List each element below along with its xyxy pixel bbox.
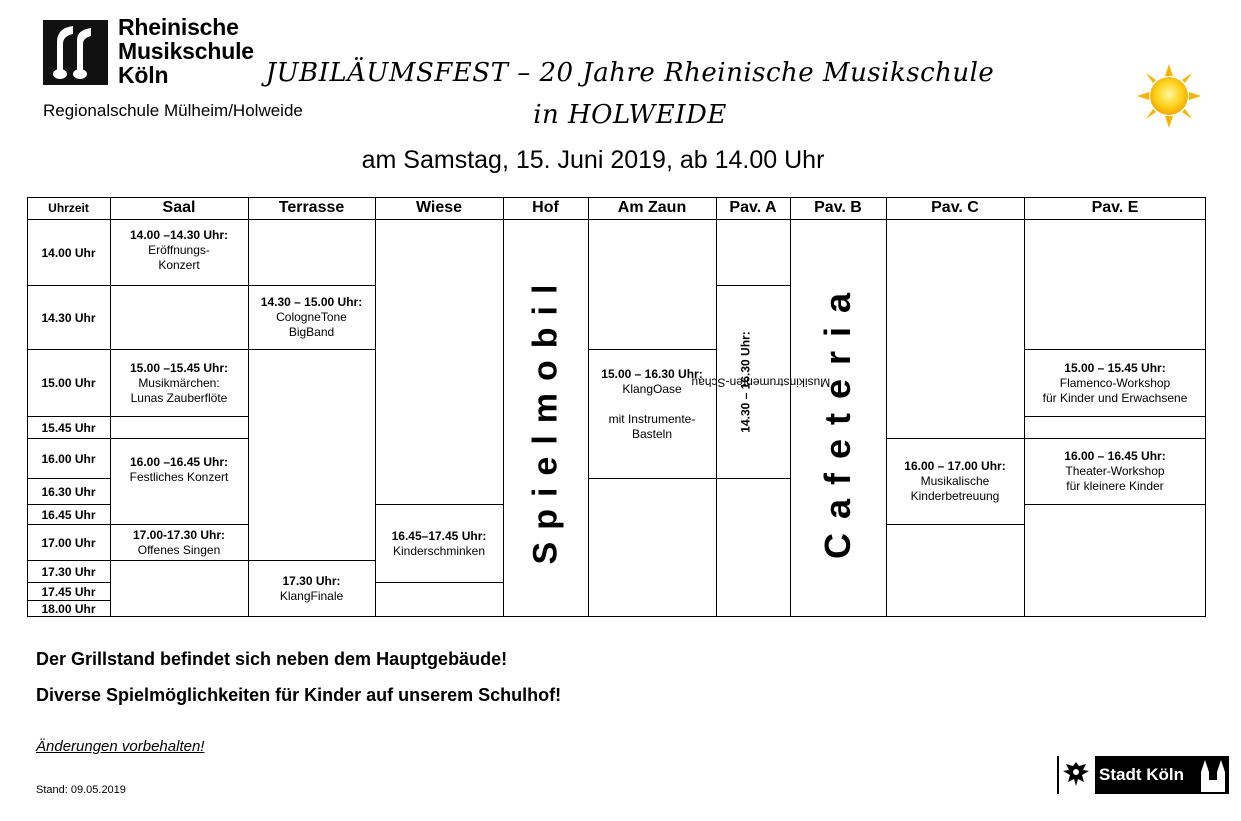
time-label: 16.30 Uhr: [41, 484, 96, 499]
event-time: 16.45–17.45 Uhr:: [391, 528, 487, 543]
event-text: mit Instrumente-: [608, 411, 696, 426]
event-pavc-betreuung: [886, 439, 1024, 524]
cell-line: [1024, 416, 1206, 417]
time-label: 14.30 Uhr: [41, 310, 96, 325]
cell-line: [110, 416, 248, 417]
cell-line: [375, 582, 503, 583]
event-text: Musikalische: [920, 474, 990, 488]
col-header-saal: Saal: [162, 199, 196, 216]
event-time: 14.00 –14.30 Uhr:: [129, 228, 229, 242]
cell-line: [248, 349, 375, 350]
event-saal-maerchen: [110, 350, 248, 416]
col-header-pav-b: Pav. B: [814, 199, 862, 216]
time-label: 17.00 Uhr: [41, 535, 96, 550]
event-time: 16.00 –16.45 Uhr:: [129, 455, 229, 469]
logo-text-line-1: Rheinische: [118, 14, 239, 40]
event-saal-opening: [110, 220, 248, 282]
event-text: Basteln: [631, 426, 673, 441]
pavb-cafeteria: [790, 220, 886, 617]
time-label: 17.30 Uhr: [41, 564, 96, 579]
changes-note: Änderungen vorbehalten!: [36, 738, 205, 755]
event-time: 16.00 – 16.45 Uhr:: [1064, 449, 1166, 463]
event-time: 15.00 – 15.45 Uhr:: [1064, 360, 1166, 375]
event-pave-theater: [1024, 439, 1206, 504]
col-header-pav-a: Pav. A: [729, 199, 777, 216]
spielmobil-label: Spielmobil: [526, 272, 565, 565]
time-label: 16.45 Uhr: [41, 507, 96, 522]
col-header-hof: Hof: [532, 199, 559, 216]
event-text: CologneTone: [276, 310, 347, 324]
stand-date: Stand: 09.05.2019: [36, 784, 126, 796]
time-label: 18.00 Uhr: [41, 602, 96, 616]
event-date: am Samstag, 15. Juni 2019, ab 14.00 Uhr: [361, 146, 825, 174]
time-label: 17.45 Uhr: [41, 584, 96, 599]
event-text: für kleinere Kinder: [1066, 479, 1164, 493]
cell-line: [110, 560, 248, 561]
region-subtitle: Regionalschule Mülheim/Holweide: [43, 101, 303, 120]
col-header-am-zaun: Am Zaun: [617, 199, 687, 216]
schedule-table: [27, 197, 1206, 617]
event-text: Theater-Workshop: [1065, 464, 1165, 478]
stadt-koeln-logo: [1055, 756, 1229, 794]
event-text: KlangFinale: [279, 589, 344, 603]
event-text: Offenes Singen: [137, 542, 221, 557]
time-label: 14.00 Uhr: [41, 245, 96, 260]
event-zaun-klangoase: [588, 350, 716, 478]
col-header-pav-c: Pav. C: [931, 199, 979, 216]
time-label: 15.45 Uhr: [41, 420, 96, 435]
event-time: 15.00 –15.45 Uhr:: [129, 360, 229, 375]
time-label: 16.00 Uhr: [41, 451, 96, 466]
col-divider: [886, 197, 887, 617]
play-note: Diverse Spielmöglichkeiten für Kinder auf unserem Schulhof!: [36, 685, 562, 705]
col-divider: [248, 197, 249, 617]
event-text: für Kinder und Erwachsene: [1042, 390, 1188, 405]
col-header-time: Uhrzeit: [48, 201, 89, 215]
cell-line: [1024, 504, 1206, 505]
event-terrasse-finale: [248, 561, 375, 617]
page-title-line-2: in HOLWEIDE: [533, 100, 727, 130]
event-text: Eröffnungs-: [148, 243, 210, 257]
event-pava-instrumente: [691, 286, 830, 478]
event-time: 15.00 – 16.30 Uhr:: [601, 366, 703, 381]
event-time: 17.00-17.30 Uhr:: [132, 527, 226, 542]
grill-note: Der Grillstand befindet sich neben dem Hauptgebäude!: [36, 649, 508, 669]
event-text: Musikinstrumenten-Schau: [691, 375, 830, 390]
event-time: 16.00 – 17.00 Uhr:: [904, 459, 1006, 473]
event-wiese-schminken: [375, 505, 503, 582]
pava-vertical-text: [691, 313, 830, 452]
hof-spielmobil: [503, 220, 588, 617]
cell-line: [110, 285, 248, 286]
event-text: Musikmärchen:: [138, 375, 220, 390]
stadt-koeln-text: Stadt Köln: [1099, 765, 1184, 784]
event-time: 17.30 Uhr:: [282, 574, 341, 588]
cathedral-icon: [1199, 758, 1227, 792]
event-saal-singing: [110, 525, 248, 560]
sun-icon: [1137, 64, 1201, 128]
logo-text-line-3: Köln: [118, 62, 169, 88]
event-text: Lunas Zauberflöte: [130, 390, 228, 405]
event-time: 14.30 – 15.00 Uhr:: [260, 295, 363, 309]
event-text: Kinderbetreuung: [910, 489, 1000, 503]
event-saal-concert: [110, 439, 248, 504]
event-text: Festliches Konzert: [129, 470, 229, 484]
cell-line: [588, 478, 716, 479]
page-title-line-1: JUBILÄUMSFEST – 20 Jahre Rheinische Musikschule: [265, 58, 995, 88]
event-text: BigBand: [288, 325, 335, 339]
cell-line: [716, 478, 790, 479]
event-text: Konzert: [158, 258, 200, 272]
col-header-wiese: Wiese: [415, 199, 463, 216]
cafeteria-label: Cafeteria: [817, 278, 859, 559]
col-header-pav-e: Pav. E: [1091, 199, 1139, 216]
logo-text-line-2: Musikschule: [118, 38, 254, 64]
cell-line: [886, 524, 1024, 525]
eagle-crest-icon: [1055, 756, 1095, 794]
event-text: Kinderschminken: [392, 543, 486, 558]
event-text: KlangOase: [622, 381, 682, 396]
time-label: 15.00 Uhr: [41, 376, 96, 390]
col-header-terrasse: Terrasse: [278, 199, 345, 216]
event-time: 14.30 – 16.30 Uhr:: [738, 331, 753, 433]
event-text: Flamenco-Workshop: [1059, 375, 1171, 390]
event-pave-flamenco: [1024, 350, 1206, 416]
event-terrasse-bigband: [248, 286, 375, 349]
